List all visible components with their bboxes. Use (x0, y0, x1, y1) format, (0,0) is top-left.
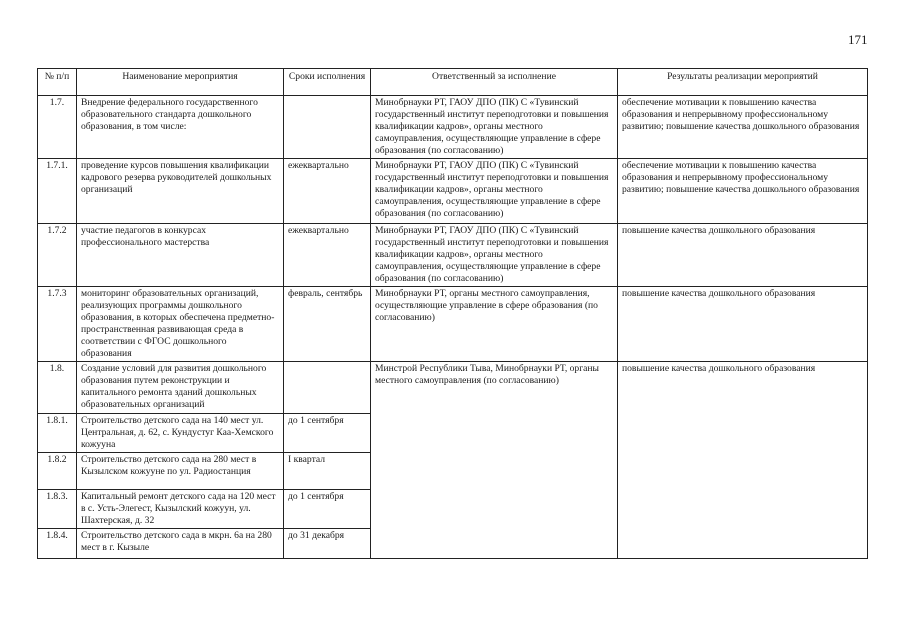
row-name: Строительство детского сада на 280 мест в Кызылском кожууне по ул. Радиостанция (77, 453, 284, 490)
measures-table (37, 68, 868, 559)
row-term: до 1 сентября (284, 490, 371, 529)
row-responsible: Минобрнауки РТ, ГАОУ ДПО (ПК) С «Тувинский государственный институт переподготовки и повышения квалификации кадров», органы местного самоуправления, осуществляющие управление в сфере образования (по согласованию) (371, 159, 618, 224)
row-num: 1.8.4. (38, 529, 77, 559)
row-term: ежеквартально (284, 224, 371, 287)
row-results: повышение качества дошкольного образования (618, 287, 868, 362)
row-name: мониторинг образовательных организаций, реализующих программы дошкольного образования, в которых обеспечена предметно-пространственная развивающая среда в соответствии с ФГОС дошкольного образования (77, 287, 284, 362)
row-term: февраль, сентябрь (284, 287, 371, 362)
row-term: до 1 сентября (284, 414, 371, 453)
row-num: 1.7. (38, 96, 77, 159)
row-num: 1.7.2 (38, 224, 77, 287)
row-name: Капитальный ремонт детского сада на 120 мест в с. Усть-Элегест, Кызылский кожуун, ул. Шахтерская, д. 32 (77, 490, 284, 529)
row-name: проведение курсов повышения квалификации кадрового резерва руководителей дошкольных организаций (77, 159, 284, 224)
row-num: 1.8.1. (38, 414, 77, 453)
row-term: ежеквартально (284, 159, 371, 224)
row-term: до 31 декабря (284, 529, 371, 559)
row-term (284, 96, 371, 159)
header-term: Сроки исполнения (284, 69, 371, 96)
row-responsible: Минобрнауки РТ, ГАОУ ДПО (ПК) С «Тувинский государственный институт переподготовки и повышения квалификации кадров», органы местного самоуправления, осуществляющие управление в сфере образования (по согласованию) (371, 96, 618, 159)
row-results: обеспечение мотивации к повышению качества образования и непрерывному профессиональному развитию; повышение качества дошкольного образования (618, 159, 868, 224)
header-name: Наименование мероприятия (77, 69, 284, 96)
row-num: 1.8.2 (38, 453, 77, 490)
table-row (38, 362, 868, 414)
row-results: повышение качества дошкольного образования (618, 224, 868, 287)
row-name: Строительство детского сада в мкрн. 6а на 280 мест в г. Кызыле (77, 529, 284, 559)
row-responsible: Минобрнауки РТ, ГАОУ ДПО (ПК) С «Тувинский государственный институт переподготовки и повышения квалификации кадров», органы местного самоуправления, осуществляющие управление в сфере образования (по согласованию) (371, 224, 618, 287)
table-row (38, 224, 868, 287)
row-term (284, 362, 371, 414)
table-header-row (38, 69, 868, 96)
row-responsible: Минстрой Республики Тыва, Минобрнауки РТ, органы местного самоуправления (по согласованию) (371, 362, 618, 559)
row-results: обеспечение мотивации к повышению качества образования и непрерывному профессиональному развитию; повышение качества дошкольного образования (618, 96, 868, 159)
row-name: Строительство детского сада на 140 мест ул. Центральная, д. 62, с. Кундустуг Каа-Хемского кожууна (77, 414, 284, 453)
row-num: 1.7.3 (38, 287, 77, 362)
row-num: 1.7.1. (38, 159, 77, 224)
row-name: Создание условий для развития дошкольного образования путем реконструкции и капитального ремонта зданий дошкольных образовательных организаций (77, 362, 284, 414)
header-results: Результаты реализации мероприятий (618, 69, 868, 96)
table-row (38, 96, 868, 159)
row-term: I квартал (284, 453, 371, 490)
table-row (38, 287, 868, 362)
page-number: 171 (848, 32, 868, 47)
header-responsible: Ответственный за исполнение (371, 69, 618, 96)
table-row (38, 159, 868, 224)
row-num: 1.8. (38, 362, 77, 414)
row-results: повышение качества дошкольного образования (618, 362, 868, 559)
row-name: Внедрение федерального государственного образовательного стандарта дошкольного образования, в том числе: (77, 96, 284, 159)
row-responsible: Минобрнауки РТ, органы местного самоуправления, осуществляющие управление в сфере образования (по согласованию) (371, 287, 618, 362)
row-name: участие педагогов в конкурсах профессионального мастерства (77, 224, 284, 287)
header-num: № п/п (38, 69, 77, 96)
row-num: 1.8.3. (38, 490, 77, 529)
